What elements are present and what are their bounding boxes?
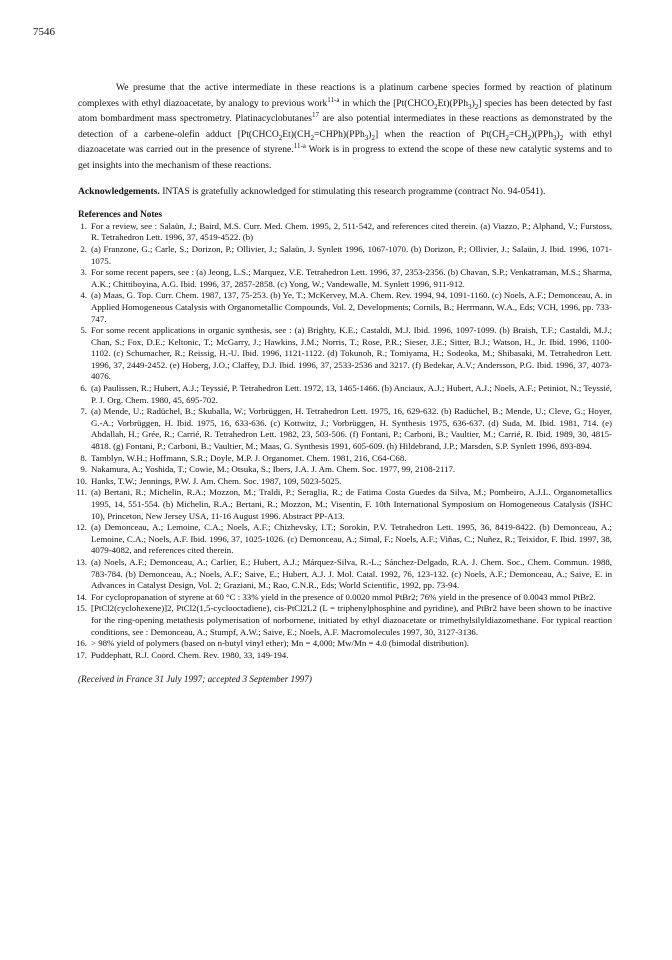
reference-number: 5.	[80, 325, 87, 336]
reference-item	[75, 638, 612, 650]
acknowledgements-label: Acknowledgements.	[78, 185, 160, 197]
reference-item	[78, 221, 612, 244]
reference-number: 6.	[80, 383, 87, 394]
reference-item	[78, 453, 612, 465]
reference-number: 3.	[80, 267, 87, 278]
citation-ref: 11-a	[327, 95, 340, 104]
reference-text: (a) Bertani, R.; Michelin, R.A.; Mozzon, M.; Traldi, P.; Seraglia, R.; de Fatima Costa Guedes da Silva, M.; Pombeiro, A.J.L. Organometallics 1995, 14, 551-554. (b) Michelin, R.A.; Bertani, R.; Mozzon, M.; Visentin, F. 10th International Symposium on Homogeneous Catalysis (ISHC 10), Princeton, New Jersey USA, 11-16 August 1996. Abstract PP-A13.	[91, 487, 612, 521]
reference-text: For some recent applications in organic synthesis, see : (a) Brighty, K.E.; Castaldi, M.J. Ibid. 1996, 1097-1099. (b) Braish, T.F.; Castaldi, M.J.; Chan, S.; Fox, D.E.; Keltonic, T.; McGarry, J.; Hawkins, J.M.; Norris, T.; Rose, P.R.; Sieser, J.E.; Sitter, B.J.; Watson, H., Jr. Ibid. 1996, 1100-1102. (c) Schumacher, R.; Reissig, H.-U. Ibid. 1996, 1121-1122. (d) Tokunoh, R.; Tomiyama, H.; Sodeoka, M.; Shibasaki, M. Tetrahedron Lett. 1996, 37, 2449-2452. (e) Hoberg, J.O.; Claffey, D.J. Ibid. 1996, 37, 2533-2536 and 3217. (f) Bedekar, A.V.; Andersson, P.G. Ibid. 1996, 37, 4073-4076.	[91, 325, 612, 382]
reference-number: 1.	[80, 220, 87, 231]
reference-text: For some recent papers, see : (a) Jeong, L.S.; Marquez, V.E. Tetrahedron Lett. 1996, 37, 2353-2356. (b) Chavan, S.P.; Venkatraman, M.S.; Sharma, A.K.; Chittiboyina, A.G. Ibid. 1996, 37, 2857-2858. (c) Yong, W.; Vandewalle, M. Synlett 1996, 911-912.	[91, 267, 612, 289]
reference-number: 8.	[80, 452, 87, 463]
reference-item	[75, 603, 612, 638]
reference-number: 2.	[80, 243, 87, 254]
reference-item	[75, 475, 612, 488]
references-heading: References and Notes	[78, 208, 163, 219]
reference-text: > 98% yield of polymers (based on n-butyl vinyl ether); Mn = 4,000; Mw/Mn = 4.0 (bimodal distribution).	[91, 638, 470, 649]
reference-number: 9.	[80, 464, 87, 475]
reference-item	[75, 556, 612, 592]
reference-number: 14.	[75, 591, 87, 602]
reference-text: (a) Paulissen, R.; Hubert, A.J.; Teyssié, P. Tetrahedron Lett. 1972, 13, 1465-1466. (b) Anciaux, A.J.; Hubert, A.J.; Noels, A.F.; Petiniot, N.; Teyssié, P. J. Org. Chem. 1980, 45, 695-702.	[91, 383, 612, 405]
reference-item	[78, 267, 612, 290]
reference-text: Puddephatt, R.J. Coord. Chem. Rev. 1980, 33, 149-194.	[91, 649, 289, 660]
reference-item	[78, 244, 612, 267]
reference-text: Tamblyn, W.H.; Hoffmann, S.R.; Doyle, M.P. J. Organomet. Chem. 1981, 216, C64-C68.	[91, 452, 407, 463]
reference-text: Hanks, T.W.; Jennings, P.W. J. Am. Chem. Soc. 1987, 109, 5023-5025.	[91, 475, 342, 486]
reference-text: (a) Mende, U.; Radüchel, B.; Skuballa, W.; Vorbrüggen, H. Tetrahedron Lett. 1975, 16, 629-632. (b) Radüchel, B.; Mende, U.; Cleve, G.; Hoyer, G.-A.; Vorbrüggen, H. Ibid. 1975, 16, 633-636. (c) Kottwitz, J.; Vorbrüggen, H. Synthesis 1975, 636-637. (d) Suda, M. Ibid. 1981, 714. (e) Abdallah, H.; Grée, R.; Carrié, R. Tetrahedron Lett. 1982, 23, 503-506. (f) Fontani, P.; Carboni, B.; Vaultier, M.; Carrié, R. Ibid. 1989, 30, 4815-4818. (g) Fontani, P.; Carboni, B.; Vaultier, M.; Maas, G. Synthesis 1991, 605-609. (h) Hildebrand, J.P.; Marsden, S.P. Synlett 1996, 893-894.	[91, 406, 612, 452]
reference-number: 10.	[75, 475, 87, 486]
reference-item	[78, 464, 612, 476]
page-number: 7546	[33, 26, 55, 38]
reference-number: 15.	[75, 603, 87, 614]
reference-item	[75, 591, 612, 604]
reference-item	[78, 406, 612, 452]
reference-number: 12.	[75, 522, 87, 533]
reference-text: For cyclopropanation of styrene at 60 °C : 33% yield in the presence of 0.0020 mmol PtBr2; 76% yield in the presence of 0.0043 mmol PtBr2.	[91, 591, 596, 602]
reference-number: 13.	[75, 556, 87, 567]
reference-number: 16.	[75, 638, 87, 649]
citation-ref: 11-a	[293, 142, 306, 151]
acknowledgements	[78, 184, 612, 199]
reference-item	[78, 325, 612, 383]
reference-text: (a) Noels, A.F.; Demonceau, A.; Carlier, E.; Hubert, A.J.; Márquez-Silva, R.-L.; Sánchez-Delgado, R.A. J. Chem. Soc., Chem. Commun. 1988, 783-784. (b) Demonceau, A.; Noels, A.F.; Saive, E.; Hubert, A.J. J. Mol. Catal. 1992, 76, 123-132. (c) Noels, A.F.; Demonceau, A.; Saive, E. in Advances in Catalyst Design, Vol. 2; Graziani, M.; Rao, C.N.R., Eds; World Scientific, 1992, pp. 73-94.	[91, 556, 612, 591]
reference-item	[78, 487, 612, 522]
reference-item	[78, 383, 612, 406]
acknowledgements-text: INTAS is gratefully acknowledged for stimulating this research programme (contract No. 94-0541).	[159, 185, 546, 197]
reference-text: (a) Demonceau, A.; Lemoine, C.A.; Noels, A.F.; Chizhevsky, I.T.; Sorokin, P.V. Tetrahedron Lett. 1995, 36, 8419-8422. (b) Demonceau, A.; Lemoine, C.A.; Noels, A.F. Ibid. 1996, 37, 1025-1026. (c) Demonceau, A.; Simal, F.; Noels, A.F.; Viñas, C.; Nuñez, R.; Teixidor, F. Ibid. 1997, 38, 4079-4082, and references cited therein.	[91, 522, 612, 556]
reference-number: 11.	[76, 487, 87, 498]
citation-ref: 17	[311, 111, 319, 119]
received-line: (Received in France 31 July 1997; accepted 3 September 1997)	[78, 674, 312, 685]
reference-item	[78, 290, 612, 325]
reference-text: [PtCl2(cyclohexene)]2, PtCl2(1,5-cyclooctadiene), cis-PtCl2L2 (L = triphenylphosphine and pyridine), and PtBr2 have been shown to be inactive for the ring-opening metathesis polymerisation of norbornene, initiated by ethyl diazoacetate or trimethylsilyldiazomethane. For typical reaction conditions, see : Demonceau, A.; Stumpf, A.W.; Saive, E.; Noels, A.F. Macromolecules 1997, 30, 3127-3136.	[91, 603, 612, 637]
reference-text: (a) Franzone, G.; Carle, S.; Dorizon, P.; Ollivier, J.; Salaün, J. Synlett 1996, 1067-1070. (b) Dorizon, P.; Ollivier, J.; Salaün, J. Ibid. 1996, 1071-1075.	[91, 243, 612, 266]
reference-text: (a) Maas, G. Top. Curr. Chem. 1987, 137, 75-253. (b) Ye, T.; McKervey, M.A. Chem. Rev. 1994, 94, 1091-1160. (c) Noels, A.F.; Demonceau, A. in Applied Homogeneous Catalysis with Organometallic Compounds, Vol. 2, Developments; Cornils, B.; Herrmann, W.A., Eds; VCH, 1996, pp. 733-747.	[91, 290, 612, 324]
reference-number: 4.	[80, 290, 87, 301]
body-paragraph: We presume that the active intermediate in these reactions is a platinum carbene species formed by reaction of platinum complexes with ethyl diazoacetate, by analogy to previous work$^{11-a}$ in which the $[Pt(CHCO_2Et)(PPh_3)_2]$ species has been detected by fast atom bombardment mass spectrometry. Platinacyclobutanes$^{17}$ are also potential intermediates in these reactions as demonstrated by the detection of a carbene-olefin adduct $[Pt(CHCO_2Et)(CH_2=CHPh)(PPh_3)_2]$ when the reaction of $Pt(CH_2=CH_2)(PPh_3)_2$ with ethyl diazoacetate was carried out in the presence of styrene.$^{11-a}$ Work is in progress to extend the scope of these new catalytic systems and to get insights into the mechanism of these reactions.	[78, 82, 612, 171]
reference-item	[75, 649, 612, 662]
page-content	[75, 80, 612, 685]
reference-item	[75, 522, 612, 557]
reference-text: For a review, see : Salaün, J.; Baird, M.S. Curr. Med. Chem. 1995, 2, 511-542, and references cited therein. (a) Viazzo, P.; Alphand, V.; Furstoss, R. Tetrahedron Lett. 1996, 37, 4519-4522. (b)	[91, 220, 612, 243]
reference-text: Nakamura, A.; Yoshida, T.; Cowie, M.; Otsuka, S.; Ibers, J.A. J. Am. Chem. Soc. 1977, 99, 2108-2117.	[91, 464, 456, 475]
reference-number: 7.	[80, 406, 87, 417]
references-list	[75, 220, 612, 662]
reference-number: 17.	[75, 649, 87, 660]
